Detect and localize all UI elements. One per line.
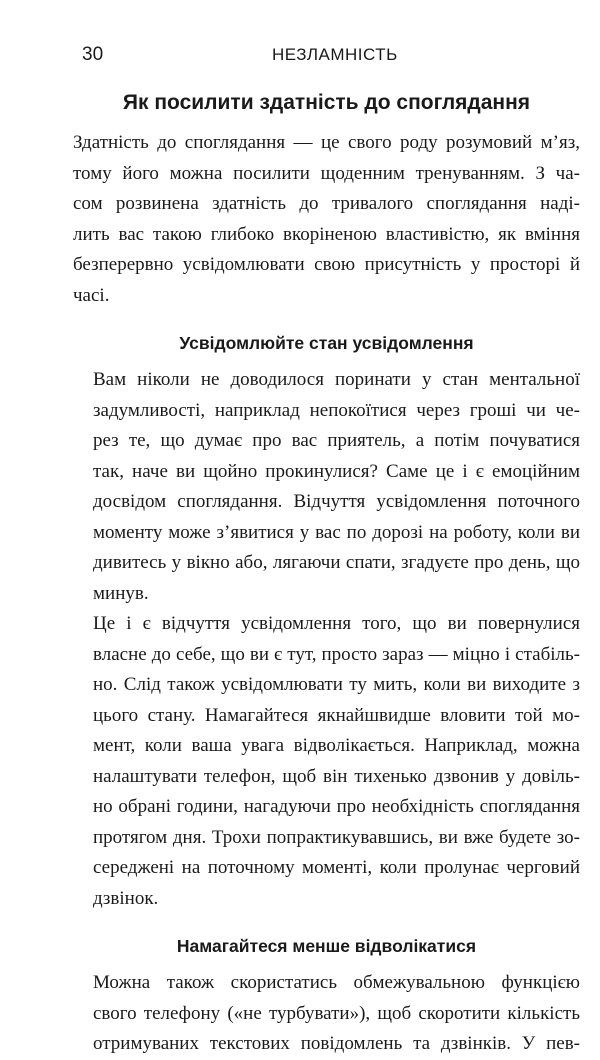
section-title: Як посилити здатність до споглядання	[122, 91, 531, 114]
text-line: протягом дня. Трохи попрактикувавшись, ви вже будете зо-	[93, 826, 580, 848]
subsection-title-distraction: Намагайтеся менше відволікатися	[176, 936, 477, 956]
text-line: тому його можна посилити щоденним тренуванням. З ча-	[73, 162, 580, 184]
text-line: Це і є відчуття усвідомлення того, що ви повернулися	[93, 613, 580, 634]
paragraph-1	[73, 365, 580, 609]
text-line: минув.	[93, 582, 149, 604]
text-line: но обрані години, нагадуючи про необхідність споглядання	[93, 796, 580, 817]
paragraph-2	[73, 609, 580, 914]
text-line: мент, коли ваша увага відволікається. Наприклад, можна	[93, 735, 580, 756]
text-line: дзвінок.	[93, 887, 159, 909]
text-line: лить вас такою глибоко вкоріненою властивістю, як вміння	[73, 223, 580, 245]
text-line: Вам ніколи не доводилося поринати у стан ментальної	[93, 369, 580, 390]
text-line: рез те, що думає про вас приятель, а потім почуватися	[93, 430, 580, 451]
text-line: так, наче ви щойно прокинулися? Саме це і є емоційним	[93, 460, 580, 482]
text-line: но. Слід також усвідомлювати ту мить, коли ви виходите з	[93, 674, 580, 695]
page-content	[73, 84, 580, 1060]
page-number: 30	[82, 44, 104, 65]
text-line: Можна також скористатись обмежувальною функцією	[93, 972, 580, 993]
text-line: задумливості, наприклад непокоїтися через гроші чи че-	[93, 399, 580, 421]
text-line: середжені на поточному моменті, коли пролунає черговий	[93, 857, 580, 878]
subsection-title-awareness: Усвідомлюйте стан усвідомлення	[179, 333, 474, 353]
text-line: власне до себе, що ви є тут, просто зараз — міцно і стабіль-	[93, 643, 580, 665]
text-line: досвідом споглядання. Відчуття усвідомлення поточного	[93, 491, 580, 512]
intro-paragraph	[73, 128, 580, 311]
text-line: дивитесь у вікно або, лягаючи спати, згадуєте про день, що	[93, 552, 580, 573]
text-line: налаштувати телефон, щоб він тихенько дзвонив у довіль-	[93, 765, 580, 787]
text-line: свого телефону («не турбувати»), щоб скоротити кількість	[93, 1002, 580, 1024]
text-line: часі.	[73, 284, 110, 306]
text-line: сом розвинена здатність до тривалого споглядання наді-	[73, 193, 580, 214]
running-title: НЕЗЛАМНІСТЬ	[272, 45, 398, 64]
text-line: Здатність до споглядання — це свого роду розумовий м’яз,	[73, 132, 580, 153]
text-line: безперервно усвідомлювати свою присутність у просторі й	[73, 254, 580, 275]
paragraph-3	[73, 968, 580, 1060]
text-line: отримуваних текстових повідомлень та дзвінків. У пев-	[93, 1033, 580, 1054]
text-line: цього стану. Намагайтеся якнайшвидше вловити той мо-	[93, 704, 580, 726]
text-line: моменту може з’явитися у вас по дорозі на роботу, коли ви	[93, 521, 580, 543]
page-header	[82, 44, 600, 72]
